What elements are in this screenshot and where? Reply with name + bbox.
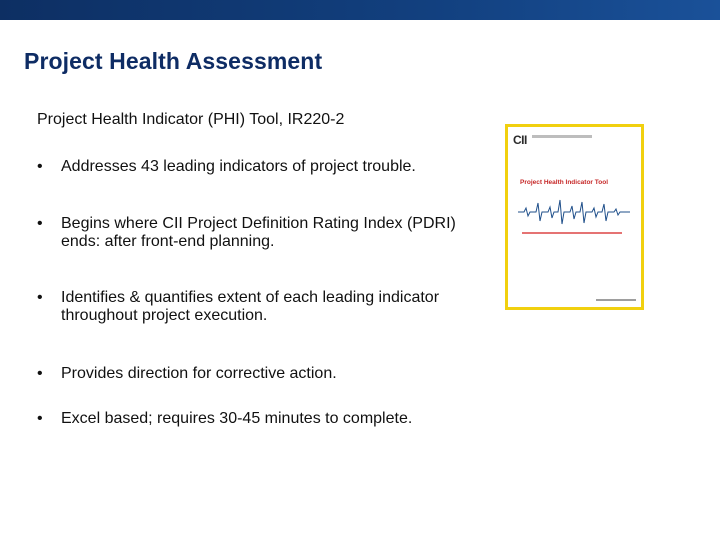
bullet-text: Begins where CII Project Definition Rating Index (PDRI) ends: after front-end planning.	[61, 215, 456, 250]
cii-logo: CII	[513, 133, 527, 147]
bullet-dot-icon: •	[37, 158, 43, 175]
bullet-text: Identifies & quantifies extent of each leading indicator throughout project execution.	[61, 289, 440, 324]
bullet-item	[37, 365, 457, 383]
cover-subtitle-line	[522, 232, 622, 234]
bullet-item	[37, 158, 457, 176]
bullet-text: Addresses 43 leading indicators of project trouble.	[61, 158, 416, 175]
bullet-list	[37, 158, 457, 428]
bullet-dot-icon: •	[37, 410, 43, 427]
bullet-item	[37, 215, 457, 251]
bullet-item	[37, 410, 457, 428]
slide-title: Project Health Assessment	[24, 48, 323, 74]
bullet-text: Provides direction for corrective action.	[61, 365, 337, 382]
bullet-dot-icon: •	[37, 215, 43, 232]
cover-footer-line	[596, 299, 636, 301]
top-header-bar	[0, 0, 720, 20]
cover-publisher-line	[532, 135, 592, 138]
cover-title: Project Health Indicator Tool	[520, 179, 609, 186]
bullet-item	[37, 289, 457, 325]
bullet-text: Excel based; requires 30-45 minutes to complete.	[61, 410, 413, 427]
slide-subtitle: Project Health Indicator (PHI) Tool, IR220-2	[37, 111, 345, 128]
bullet-dot-icon: •	[37, 365, 43, 382]
tool-cover-image	[505, 124, 644, 310]
health-waveform-icon	[518, 197, 630, 227]
bullet-dot-icon: •	[37, 289, 43, 306]
